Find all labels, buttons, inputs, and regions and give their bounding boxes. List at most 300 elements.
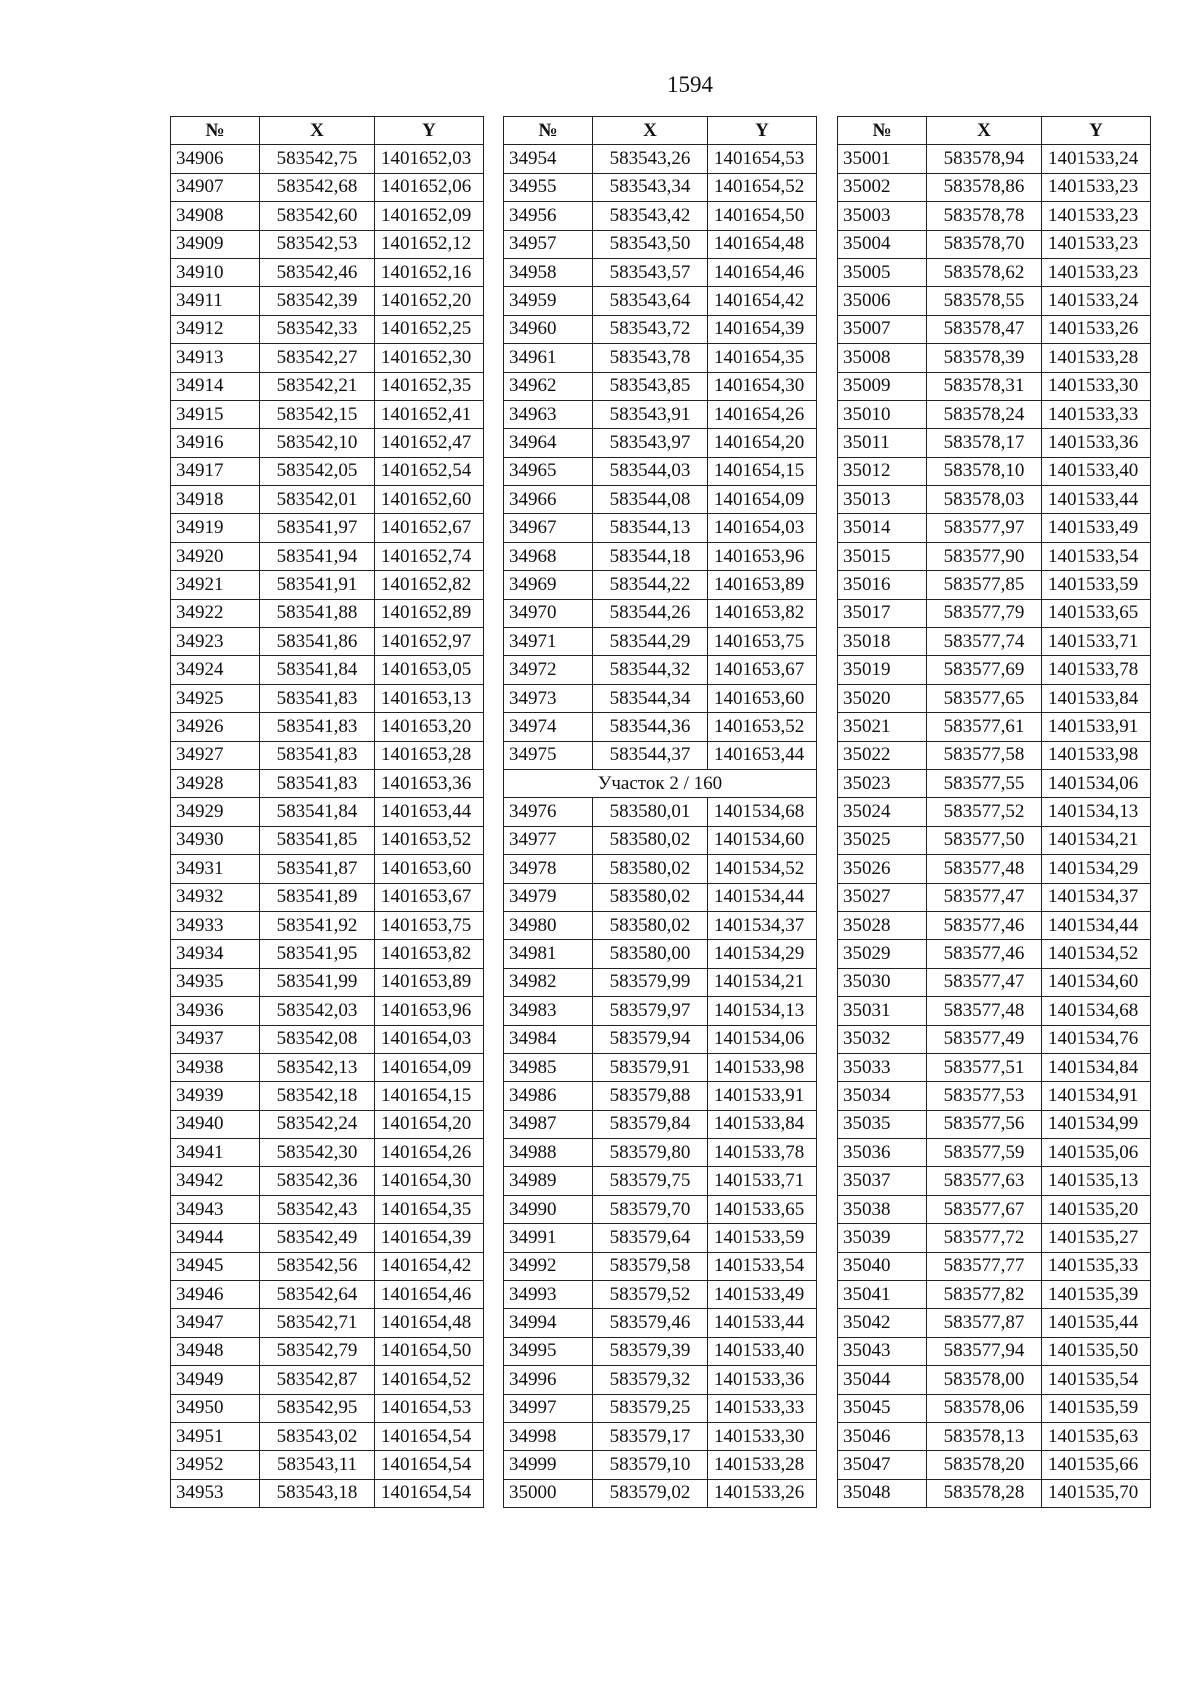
point-number-cell: 34926 <box>171 713 260 741</box>
y-coordinate-cell: 1401654,03 <box>708 514 817 542</box>
table-row <box>504 1110 817 1138</box>
y-coordinate-cell: 1401533,54 <box>708 1252 817 1280</box>
y-coordinate-cell: 1401533,49 <box>1042 514 1151 542</box>
y-coordinate-cell: 1401533,30 <box>708 1422 817 1450</box>
x-coordinate-cell: 583577,77 <box>927 1252 1042 1280</box>
y-coordinate-cell: 1401535,33 <box>1042 1252 1151 1280</box>
x-coordinate-cell: 583577,82 <box>927 1281 1042 1309</box>
table-row <box>171 1422 484 1450</box>
y-coordinate-cell: 1401654,53 <box>708 145 817 173</box>
table-row <box>504 1422 817 1450</box>
table-row <box>171 315 484 343</box>
point-number-cell: 35023 <box>838 769 927 797</box>
table-row <box>838 940 1151 968</box>
x-coordinate-cell: 583543,91 <box>593 400 708 428</box>
table-row <box>171 1366 484 1394</box>
y-coordinate-cell: 1401535,50 <box>1042 1337 1151 1365</box>
y-coordinate-cell: 1401533,59 <box>1042 571 1151 599</box>
table-row <box>171 940 484 968</box>
x-coordinate-cell: 583578,62 <box>927 258 1042 286</box>
table-row <box>504 968 817 996</box>
y-coordinate-cell: 1401654,50 <box>375 1337 484 1365</box>
x-coordinate-cell: 583543,72 <box>593 315 708 343</box>
point-number-cell: 34971 <box>504 628 593 656</box>
table-row <box>171 1281 484 1309</box>
point-number-cell: 34907 <box>171 173 260 201</box>
x-coordinate-cell: 583541,87 <box>260 855 375 883</box>
y-coordinate-cell: 1401533,44 <box>708 1309 817 1337</box>
x-coordinate-cell: 583544,08 <box>593 486 708 514</box>
table-row <box>504 628 817 656</box>
y-coordinate-cell: 1401653,89 <box>375 968 484 996</box>
table-row <box>171 713 484 741</box>
y-coordinate-cell: 1401534,37 <box>708 911 817 939</box>
point-number-cell: 35031 <box>838 997 927 1025</box>
x-coordinate-cell: 583542,10 <box>260 429 375 457</box>
table-row <box>171 769 484 797</box>
point-number-cell: 34910 <box>171 258 260 286</box>
y-coordinate-cell: 1401652,47 <box>375 429 484 457</box>
table-row <box>838 1025 1151 1053</box>
table-row <box>171 684 484 712</box>
table-row <box>504 457 817 485</box>
table-row <box>171 429 484 457</box>
y-coordinate-cell: 1401533,84 <box>708 1110 817 1138</box>
x-coordinate-cell: 583580,00 <box>593 940 708 968</box>
y-coordinate-cell: 1401534,60 <box>1042 968 1151 996</box>
x-coordinate-cell: 583543,97 <box>593 429 708 457</box>
y-coordinate-cell: 1401535,13 <box>1042 1167 1151 1195</box>
table-row <box>171 826 484 854</box>
y-coordinate-cell: 1401533,98 <box>1042 741 1151 769</box>
y-coordinate-cell: 1401653,36 <box>375 769 484 797</box>
x-coordinate-cell: 583543,78 <box>593 344 708 372</box>
x-coordinate-cell: 583579,32 <box>593 1366 708 1394</box>
y-coordinate-cell: 1401654,46 <box>375 1281 484 1309</box>
x-coordinate-cell: 583579,94 <box>593 1025 708 1053</box>
point-number-cell: 34908 <box>171 202 260 230</box>
x-coordinate-cell: 583543,34 <box>593 173 708 201</box>
header-number: № <box>838 117 927 145</box>
x-coordinate-cell: 583579,25 <box>593 1394 708 1422</box>
table-row <box>838 344 1151 372</box>
y-coordinate-cell: 1401653,13 <box>375 684 484 712</box>
point-number-cell: 34956 <box>504 202 593 230</box>
point-number-cell: 34948 <box>171 1337 260 1365</box>
x-coordinate-cell: 583577,65 <box>927 684 1042 712</box>
table-row <box>504 1337 817 1365</box>
table-row <box>838 542 1151 570</box>
y-coordinate-cell: 1401654,30 <box>375 1167 484 1195</box>
x-coordinate-cell: 583544,36 <box>593 713 708 741</box>
y-coordinate-cell: 1401534,13 <box>708 997 817 1025</box>
y-coordinate-cell: 1401533,30 <box>1042 372 1151 400</box>
header-y: Y <box>708 117 817 145</box>
x-coordinate-cell: 583577,55 <box>927 769 1042 797</box>
table-row <box>504 400 817 428</box>
y-coordinate-cell: 1401652,20 <box>375 287 484 315</box>
point-number-cell: 34967 <box>504 514 593 542</box>
table-row <box>838 429 1151 457</box>
x-coordinate-cell: 583542,01 <box>260 486 375 514</box>
point-number-cell: 35035 <box>838 1110 927 1138</box>
point-number-cell: 35046 <box>838 1422 927 1450</box>
point-number-cell: 35006 <box>838 287 927 315</box>
table-row <box>838 1394 1151 1422</box>
point-number-cell: 34993 <box>504 1281 593 1309</box>
point-number-cell: 35040 <box>838 1252 927 1280</box>
point-number-cell: 34946 <box>171 1281 260 1309</box>
table-row <box>504 1082 817 1110</box>
table-row <box>504 1479 817 1507</box>
x-coordinate-cell: 583544,34 <box>593 684 708 712</box>
point-number-cell: 34931 <box>171 855 260 883</box>
table-row <box>838 968 1151 996</box>
point-number-cell: 34996 <box>504 1366 593 1394</box>
point-number-cell: 34918 <box>171 486 260 514</box>
x-coordinate-cell: 583542,43 <box>260 1195 375 1223</box>
y-coordinate-cell: 1401534,99 <box>1042 1110 1151 1138</box>
x-coordinate-cell: 583544,03 <box>593 457 708 485</box>
table-row <box>504 1281 817 1309</box>
x-coordinate-cell: 583541,92 <box>260 911 375 939</box>
point-number-cell: 34906 <box>171 145 260 173</box>
point-number-cell: 35024 <box>838 798 927 826</box>
table-row <box>171 1167 484 1195</box>
table-row <box>838 457 1151 485</box>
coordinate-table-right <box>837 116 1151 1508</box>
y-coordinate-cell: 1401534,06 <box>708 1025 817 1053</box>
y-coordinate-cell: 1401653,05 <box>375 656 484 684</box>
x-coordinate-cell: 583541,83 <box>260 684 375 712</box>
point-number-cell: 34953 <box>171 1479 260 1507</box>
point-number-cell: 34982 <box>504 968 593 996</box>
point-number-cell: 34937 <box>171 1025 260 1053</box>
point-number-cell: 35000 <box>504 1479 593 1507</box>
point-number-cell: 35022 <box>838 741 927 769</box>
x-coordinate-cell: 583577,46 <box>927 911 1042 939</box>
point-number-cell: 34961 <box>504 344 593 372</box>
point-number-cell: 34936 <box>171 997 260 1025</box>
y-coordinate-cell: 1401653,67 <box>375 883 484 911</box>
y-coordinate-cell: 1401534,52 <box>1042 940 1151 968</box>
x-coordinate-cell: 583542,30 <box>260 1139 375 1167</box>
point-number-cell: 34979 <box>504 883 593 911</box>
table-row <box>171 1053 484 1081</box>
y-coordinate-cell: 1401534,60 <box>708 826 817 854</box>
x-coordinate-cell: 583579,84 <box>593 1110 708 1138</box>
table-row <box>504 230 817 258</box>
x-coordinate-cell: 583543,02 <box>260 1422 375 1450</box>
y-coordinate-cell: 1401533,40 <box>708 1337 817 1365</box>
y-coordinate-cell: 1401533,98 <box>708 1053 817 1081</box>
y-coordinate-cell: 1401533,23 <box>1042 230 1151 258</box>
point-number-cell: 34975 <box>504 741 593 769</box>
x-coordinate-cell: 583541,99 <box>260 968 375 996</box>
x-coordinate-cell: 583579,39 <box>593 1337 708 1365</box>
table-row <box>171 372 484 400</box>
table-row <box>171 1195 484 1223</box>
point-number-cell: 34914 <box>171 372 260 400</box>
x-coordinate-cell: 583577,59 <box>927 1139 1042 1167</box>
table-row <box>838 628 1151 656</box>
y-coordinate-cell: 1401653,82 <box>708 599 817 627</box>
point-number-cell: 35047 <box>838 1451 927 1479</box>
table-row <box>504 429 817 457</box>
y-coordinate-cell: 1401533,78 <box>708 1139 817 1167</box>
point-number-cell: 35045 <box>838 1394 927 1422</box>
table-row <box>504 1053 817 1081</box>
x-coordinate-cell: 583578,06 <box>927 1394 1042 1422</box>
table-row <box>171 628 484 656</box>
table-row <box>171 173 484 201</box>
x-coordinate-cell: 583580,02 <box>593 883 708 911</box>
x-coordinate-cell: 583578,20 <box>927 1451 1042 1479</box>
y-coordinate-cell: 1401533,28 <box>1042 344 1151 372</box>
table-row <box>838 911 1151 939</box>
point-number-cell: 34919 <box>171 514 260 542</box>
y-coordinate-cell: 1401535,63 <box>1042 1422 1151 1450</box>
point-number-cell: 35039 <box>838 1224 927 1252</box>
x-coordinate-cell: 583579,91 <box>593 1053 708 1081</box>
y-coordinate-cell: 1401653,67 <box>708 656 817 684</box>
x-coordinate-cell: 583542,95 <box>260 1394 375 1422</box>
y-coordinate-cell: 1401533,33 <box>1042 400 1151 428</box>
point-number-cell: 34965 <box>504 457 593 485</box>
x-coordinate-cell: 583577,85 <box>927 571 1042 599</box>
point-number-cell: 34930 <box>171 826 260 854</box>
x-coordinate-cell: 583542,03 <box>260 997 375 1025</box>
x-coordinate-cell: 583542,27 <box>260 344 375 372</box>
y-coordinate-cell: 1401534,68 <box>1042 997 1151 1025</box>
y-coordinate-cell: 1401652,25 <box>375 315 484 343</box>
x-coordinate-cell: 583578,00 <box>927 1366 1042 1394</box>
point-number-cell: 34922 <box>171 599 260 627</box>
x-coordinate-cell: 583542,68 <box>260 173 375 201</box>
table-row <box>838 486 1151 514</box>
x-coordinate-cell: 583542,39 <box>260 287 375 315</box>
table-row <box>171 1082 484 1110</box>
y-coordinate-cell: 1401653,44 <box>375 798 484 826</box>
y-coordinate-cell: 1401653,96 <box>708 542 817 570</box>
point-number-cell: 34941 <box>171 1139 260 1167</box>
x-coordinate-cell: 583542,87 <box>260 1366 375 1394</box>
table-row <box>838 1139 1151 1167</box>
y-coordinate-cell: 1401533,26 <box>708 1479 817 1507</box>
point-number-cell: 35019 <box>838 656 927 684</box>
table-row <box>838 571 1151 599</box>
point-number-cell: 35026 <box>838 855 927 883</box>
y-coordinate-cell: 1401654,15 <box>708 457 817 485</box>
table-row <box>171 1394 484 1422</box>
table-row <box>171 287 484 315</box>
point-number-cell: 34978 <box>504 855 593 883</box>
table-row <box>504 1195 817 1223</box>
x-coordinate-cell: 583578,31 <box>927 372 1042 400</box>
point-number-cell: 34928 <box>171 769 260 797</box>
point-number-cell: 35033 <box>838 1053 927 1081</box>
table-row <box>171 968 484 996</box>
x-coordinate-cell: 583580,02 <box>593 855 708 883</box>
table-row <box>504 202 817 230</box>
x-coordinate-cell: 583578,03 <box>927 486 1042 514</box>
point-number-cell: 35032 <box>838 1025 927 1053</box>
y-coordinate-cell: 1401653,20 <box>375 713 484 741</box>
x-coordinate-cell: 583577,48 <box>927 855 1042 883</box>
x-coordinate-cell: 583577,52 <box>927 798 1042 826</box>
y-coordinate-cell: 1401535,39 <box>1042 1281 1151 1309</box>
y-coordinate-cell: 1401533,71 <box>708 1167 817 1195</box>
y-coordinate-cell: 1401533,78 <box>1042 656 1151 684</box>
y-coordinate-cell: 1401533,49 <box>708 1281 817 1309</box>
table-row <box>171 911 484 939</box>
point-number-cell: 35004 <box>838 230 927 258</box>
x-coordinate-cell: 583577,53 <box>927 1082 1042 1110</box>
table-row <box>838 258 1151 286</box>
x-coordinate-cell: 583577,94 <box>927 1337 1042 1365</box>
table-row <box>838 798 1151 826</box>
y-coordinate-cell: 1401533,65 <box>1042 599 1151 627</box>
table-row <box>171 997 484 1025</box>
table-row <box>171 1337 484 1365</box>
x-coordinate-cell: 583541,97 <box>260 514 375 542</box>
table-row <box>504 145 817 173</box>
y-coordinate-cell: 1401653,75 <box>375 911 484 939</box>
point-number-cell: 34964 <box>504 429 593 457</box>
x-coordinate-cell: 583542,05 <box>260 457 375 485</box>
x-coordinate-cell: 583543,26 <box>593 145 708 173</box>
y-coordinate-cell: 1401653,82 <box>375 940 484 968</box>
table-row <box>838 145 1151 173</box>
y-coordinate-cell: 1401652,35 <box>375 372 484 400</box>
table-row <box>838 1337 1151 1365</box>
table-row <box>504 599 817 627</box>
coordinate-table-middle <box>503 116 817 1508</box>
table-row <box>171 1110 484 1138</box>
y-coordinate-cell: 1401652,41 <box>375 400 484 428</box>
y-coordinate-cell: 1401652,03 <box>375 145 484 173</box>
x-coordinate-cell: 583544,29 <box>593 628 708 656</box>
point-number-cell: 34915 <box>171 400 260 428</box>
x-coordinate-cell: 583578,10 <box>927 457 1042 485</box>
table-row <box>838 1082 1151 1110</box>
y-coordinate-cell: 1401652,09 <box>375 202 484 230</box>
table-row <box>838 1366 1151 1394</box>
table-row <box>171 855 484 883</box>
header-y: Y <box>1042 117 1151 145</box>
point-number-cell: 35034 <box>838 1082 927 1110</box>
x-coordinate-cell: 583541,95 <box>260 940 375 968</box>
y-coordinate-cell: 1401654,52 <box>708 173 817 201</box>
point-number-cell: 34913 <box>171 344 260 372</box>
x-coordinate-cell: 583579,17 <box>593 1422 708 1450</box>
x-coordinate-cell: 583577,49 <box>927 1025 1042 1053</box>
y-coordinate-cell: 1401533,54 <box>1042 542 1151 570</box>
x-coordinate-cell: 583541,94 <box>260 542 375 570</box>
x-coordinate-cell: 583578,78 <box>927 202 1042 230</box>
y-coordinate-cell: 1401652,82 <box>375 571 484 599</box>
table-row <box>504 1224 817 1252</box>
point-number-cell: 34992 <box>504 1252 593 1280</box>
table-row <box>504 741 817 769</box>
point-number-cell: 35028 <box>838 911 927 939</box>
header-x: X <box>593 117 708 145</box>
x-coordinate-cell: 583541,84 <box>260 798 375 826</box>
x-coordinate-cell: 583543,57 <box>593 258 708 286</box>
x-coordinate-cell: 583543,85 <box>593 372 708 400</box>
point-number-cell: 34911 <box>171 287 260 315</box>
point-number-cell: 34943 <box>171 1195 260 1223</box>
table-row <box>838 1195 1151 1223</box>
y-coordinate-cell: 1401533,23 <box>1042 173 1151 201</box>
table-row <box>504 684 817 712</box>
point-number-cell: 34925 <box>171 684 260 712</box>
table-row <box>838 1167 1151 1195</box>
x-coordinate-cell: 583577,61 <box>927 713 1042 741</box>
y-coordinate-cell: 1401653,60 <box>708 684 817 712</box>
point-number-cell: 35001 <box>838 145 927 173</box>
y-coordinate-cell: 1401652,06 <box>375 173 484 201</box>
point-number-cell: 34932 <box>171 883 260 911</box>
y-coordinate-cell: 1401654,26 <box>375 1139 484 1167</box>
x-coordinate-cell: 583579,46 <box>593 1309 708 1337</box>
point-number-cell: 34970 <box>504 599 593 627</box>
point-number-cell: 34998 <box>504 1422 593 1450</box>
x-coordinate-cell: 583577,46 <box>927 940 1042 968</box>
table-row <box>504 656 817 684</box>
table-row <box>838 400 1151 428</box>
x-coordinate-cell: 583544,13 <box>593 514 708 542</box>
y-coordinate-cell: 1401534,29 <box>708 940 817 968</box>
point-number-cell: 35029 <box>838 940 927 968</box>
table-row <box>171 542 484 570</box>
point-number-cell: 35014 <box>838 514 927 542</box>
y-coordinate-cell: 1401654,48 <box>375 1309 484 1337</box>
y-coordinate-cell: 1401654,03 <box>375 1025 484 1053</box>
y-coordinate-cell: 1401652,30 <box>375 344 484 372</box>
coordinate-table-left <box>170 116 484 1508</box>
point-number-cell: 34974 <box>504 713 593 741</box>
point-number-cell: 34981 <box>504 940 593 968</box>
x-coordinate-cell: 583580,02 <box>593 911 708 939</box>
table-row <box>171 798 484 826</box>
point-number-cell: 35008 <box>838 344 927 372</box>
y-coordinate-cell: 1401653,52 <box>708 713 817 741</box>
y-coordinate-cell: 1401533,24 <box>1042 145 1151 173</box>
table-row <box>171 486 484 514</box>
table-row <box>504 997 817 1025</box>
point-number-cell: 35003 <box>838 202 927 230</box>
table-row <box>838 826 1151 854</box>
table-row <box>171 656 484 684</box>
y-coordinate-cell: 1401534,44 <box>1042 911 1151 939</box>
table-row <box>838 372 1151 400</box>
x-coordinate-cell: 583577,69 <box>927 656 1042 684</box>
y-coordinate-cell: 1401652,16 <box>375 258 484 286</box>
x-coordinate-cell: 583544,18 <box>593 542 708 570</box>
table-header-row <box>838 117 1151 145</box>
x-coordinate-cell: 583544,32 <box>593 656 708 684</box>
y-coordinate-cell: 1401534,76 <box>1042 1025 1151 1053</box>
x-coordinate-cell: 583542,60 <box>260 202 375 230</box>
point-number-cell: 35030 <box>838 968 927 996</box>
point-number-cell: 35011 <box>838 429 927 457</box>
table-row <box>504 855 817 883</box>
x-coordinate-cell: 583541,83 <box>260 769 375 797</box>
x-coordinate-cell: 583541,86 <box>260 628 375 656</box>
table-row <box>171 599 484 627</box>
x-coordinate-cell: 583578,86 <box>927 173 1042 201</box>
